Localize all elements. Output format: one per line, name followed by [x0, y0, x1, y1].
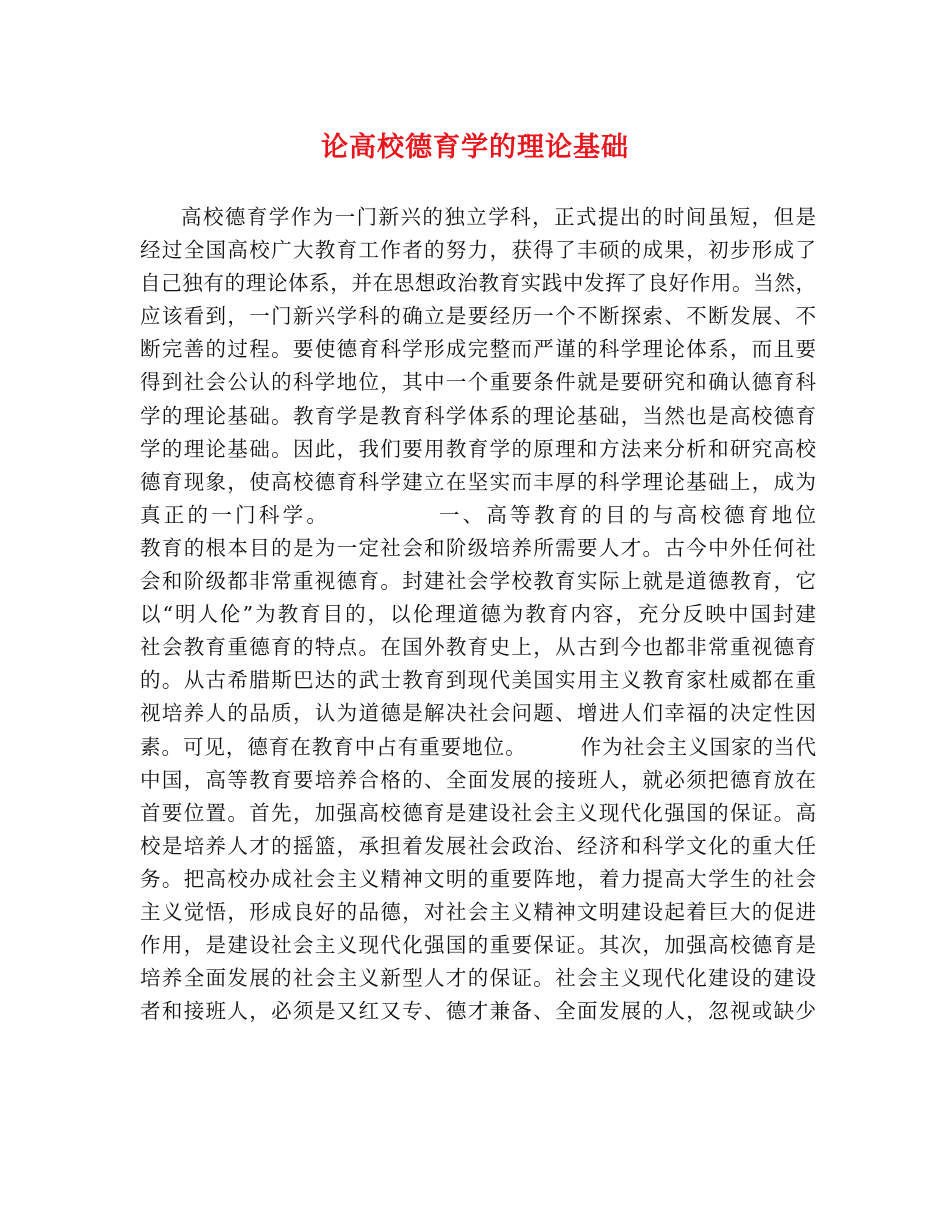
body-line: 得到社会公认的科学地位，其中一个重要条件就是要研究和确认德育科 [140, 370, 816, 395]
document-body [140, 201, 816, 1028]
body-line: 应该看到，一门新兴学科的确立是要经历一个不断探索、不断发展、不 [140, 304, 816, 329]
body-line: 会和阶级都非常重视德育。封建社会学校教育实际上就是道德教育，它 [140, 569, 816, 594]
document-title: 论高校德育学的理论基础 [321, 132, 629, 163]
body-line: 学的理论基础。因此，我们要用教育学的原理和方法来分析和研究高校 [140, 436, 816, 461]
body-line: 学的理论基础。教育学是教育科学体系的理论基础，当然也是高校德育 [140, 403, 816, 428]
body-line: 德育现象，使高校德育科学建立在坚实而丰厚的科学理论基础上，成为 [140, 469, 816, 494]
body-line: 务。把高校办成社会主义精神文明的重要阵地，着力提高大学生的社会 [140, 866, 816, 891]
body-line: 教育的根本目的是为一定社会和阶级培养所需要人才。古今中外任何社 [140, 535, 816, 560]
body-line: 主义觉悟，形成良好的品德，对社会主义精神文明建设起着巨大的促进 [140, 899, 816, 924]
body-line: 高校德育学作为一门新兴的独立学科，正式提出的时间虽短，但是 [181, 205, 816, 229]
body-line: 社会教育重德育的特点。在国外教育史上，从古到今也都非常重视德育 [140, 635, 816, 660]
body-line: 校是培养人才的摇篮，承担着发展社会政治、经济和科学文化的重大任 [140, 833, 816, 858]
body-line: 自己独有的理论体系，并在思想政治教育实践中发挥了良好作用。当然， [140, 271, 816, 296]
body-line: 真正的一门科学。 一、高等教育的目的与高校德育地位 [140, 502, 816, 527]
body-line: 素。可见，德育在教育中占有重要地位。 作为社会主义国家的当代 [140, 734, 816, 759]
body-line: 以“明人伦”为教育目的，以伦理道德为教育内容，充分反映中国封建 [140, 602, 816, 627]
body-line: 断完善的过程。要使德育科学形成完整而严谨的科学理论体系，而且要 [140, 337, 816, 362]
body-line: 中国，高等教育要培养合格的、全面发展的接班人，就必须把德育放在 [140, 767, 816, 792]
body-line: 视培养人的品质，认为道德是解决社会问题、增进人们幸福的决定性因 [140, 701, 816, 726]
body-line: 经过全国高校广大教育工作者的努力，获得了丰硕的成果，初步形成了 [140, 238, 816, 263]
body-line: 的。从古希腊斯巴达的武士教育到现代美国实用主义教育家杜威都在重 [140, 668, 816, 693]
body-line: 作用，是建设社会主义现代化强国的重要保证。其次，加强高校德育是 [140, 933, 816, 958]
body-line: 者和接班人，必须是又红又专、德才兼备、全面发展的人，忽视或缺少 [140, 999, 816, 1024]
body-line: 培养全面发展的社会主义新型人才的保证。社会主义现代化建设的建设 [140, 966, 816, 991]
body-line: 首要位置。首先，加强高校德育是建设社会主义现代化强国的保证。高 [140, 800, 816, 825]
